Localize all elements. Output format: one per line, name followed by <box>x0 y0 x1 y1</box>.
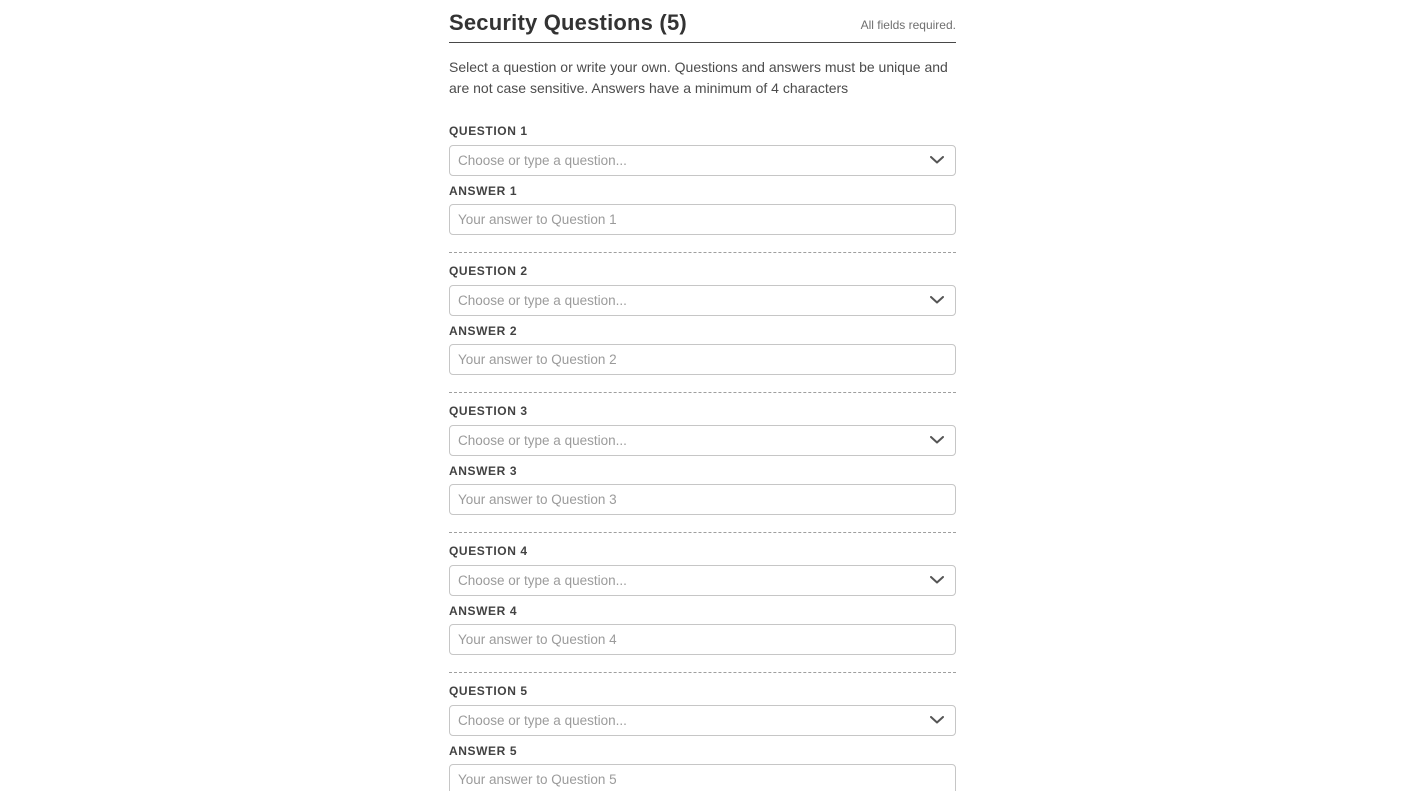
question-2-label: QUESTION 2 <box>449 263 528 278</box>
question-block-2 <box>449 265 956 375</box>
question-2-select-input[interactable] <box>449 285 956 316</box>
section-separator <box>449 252 956 253</box>
question-3-label: QUESTION 3 <box>449 403 528 418</box>
required-note: All fields required. <box>860 18 956 33</box>
answer-5-label: ANSWER 5 <box>449 743 518 758</box>
chevron-down-icon[interactable] <box>930 296 944 304</box>
page-header <box>449 10 956 43</box>
question-3-combobox[interactable] <box>449 425 956 456</box>
chevron-down-icon[interactable] <box>930 156 944 164</box>
section-separator <box>449 532 956 533</box>
form-content <box>449 10 956 791</box>
answer-4-input[interactable] <box>449 624 956 655</box>
answer-1-input[interactable] <box>449 204 956 235</box>
chevron-down-icon[interactable] <box>930 716 944 724</box>
answer-1-label: ANSWER 1 <box>449 183 518 198</box>
section-separator <box>449 392 956 393</box>
question-5-combobox[interactable] <box>449 705 956 736</box>
answer-3-field <box>449 484 956 515</box>
question-4-select-input[interactable] <box>449 565 956 596</box>
question-4-label: QUESTION 4 <box>449 543 528 558</box>
question-3-select-input[interactable] <box>449 425 956 456</box>
answer-2-input[interactable] <box>449 344 956 375</box>
answer-4-field <box>449 624 956 655</box>
question-4-combobox[interactable] <box>449 565 956 596</box>
answer-2-field <box>449 344 956 375</box>
answer-2-label: ANSWER 2 <box>449 323 518 338</box>
question-1-select-input[interactable] <box>449 145 956 176</box>
question-block-1 <box>449 125 956 235</box>
question-block-4 <box>449 545 956 655</box>
answer-3-input[interactable] <box>449 484 956 515</box>
chevron-down-icon[interactable] <box>930 576 944 584</box>
page-title: Security Questions (5) <box>449 10 687 35</box>
answer-5-field <box>449 764 956 791</box>
answer-3-label: ANSWER 3 <box>449 463 518 478</box>
question-1-label: QUESTION 1 <box>449 123 528 138</box>
question-block-5 <box>449 685 956 791</box>
answer-5-input[interactable] <box>449 764 956 791</box>
question-5-select-input[interactable] <box>449 705 956 736</box>
question-block-3 <box>449 405 956 515</box>
question-1-combobox[interactable] <box>449 145 956 176</box>
intro-text: Select a question or write your own. Questions and answers must be unique and are not case sensitive. Answers have a minimum of 4 characters <box>449 59 948 96</box>
chevron-down-icon[interactable] <box>930 436 944 444</box>
section-separator <box>449 672 956 673</box>
answer-4-label: ANSWER 4 <box>449 603 518 618</box>
question-2-combobox[interactable] <box>449 285 956 316</box>
question-5-label: QUESTION 5 <box>449 683 528 698</box>
answer-1-field <box>449 204 956 235</box>
